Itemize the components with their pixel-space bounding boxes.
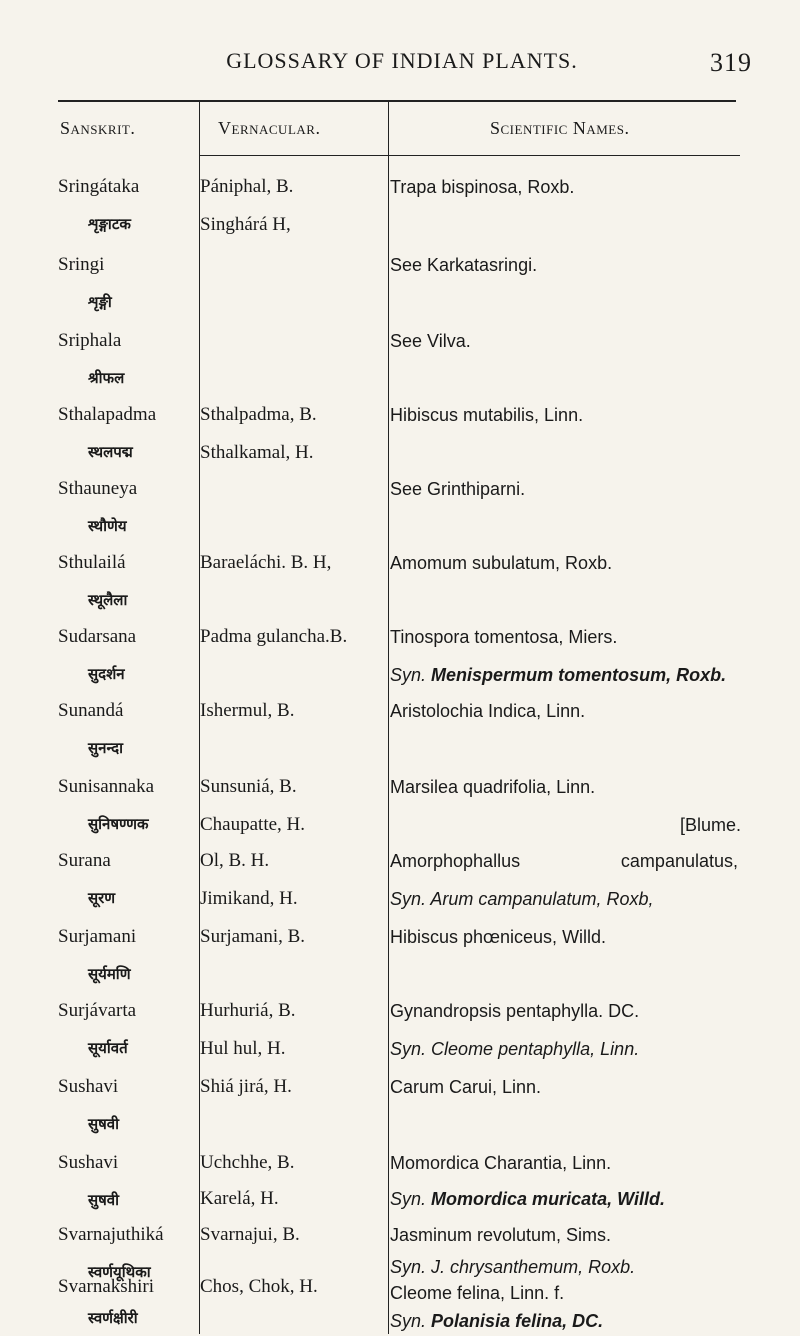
vernacular-name: Singhárá H, [200,214,291,235]
vernacular-name: Karelá, H. [200,1188,279,1209]
scientific-name: Hibiscus phœniceus, Willd. [390,927,607,947]
sanskrit-name: Sthauneya [58,478,138,499]
sanskrit-devanagari: स्थूलैला [88,591,128,609]
scientific-name: Jasminum revolutum, Sims. [390,1225,612,1245]
syn-name: Cleome pentaphylla, [431,1039,596,1059]
sanskrit-name: Sriphala [58,330,122,351]
syn-author: Roxb, [606,889,654,909]
syn-name: Momordica muricata, [431,1189,613,1209]
syn-label: Syn. [390,1311,427,1331]
sanskrit-devanagari: स्वर्णयूथिका [88,1263,151,1281]
vernacular-name: Jimikand, H. [200,888,298,909]
sanskrit-name: Sunandá [58,700,124,721]
scientific-name: Carum Carui, Linn. [390,1077,542,1097]
sanskrit-devanagari: शृङ्गी [88,293,112,311]
syn-author: Willd. [617,1189,665,1209]
scientific-name: Tinospora tomentosa, Miers. [390,627,618,647]
vernacular-name: Surjamani, B. [200,926,306,947]
sanskrit-devanagari: शृङ्गाटक [88,215,131,233]
column-divider-right [388,102,389,1334]
sanskrit-name: Surana [58,850,111,871]
vernacular-name: Chos, Chok, H. [200,1276,318,1297]
vernacular-name: Ishermul, B. [200,700,295,721]
synonym-line [390,1038,639,1060]
sanskrit-devanagari: सुदर्शन [88,665,125,683]
column-heading-sanskrit: Sanskrit. [60,118,136,138]
scientific-name: [Blume. [680,815,742,835]
scientific-name: Amomum subulatum, Roxb. [390,553,613,573]
scientific-name: See Grinthiparni. [390,479,526,499]
vernacular-name: Ol, B. H. [200,850,270,871]
syn-author: Roxb. [588,1257,636,1277]
vernacular-name: Sunsuniá, B. [200,776,297,797]
column-heading-scientific: Scientific Names. [490,118,630,138]
sanskrit-name: Sushavi [58,1076,119,1097]
column-heading-vernacular: Vernacular. [218,118,321,138]
sanskrit-name: Sthulailá [58,552,126,573]
vernacular-name: Chaupatte, H. [200,814,306,835]
species: campanulatus, [620,851,738,871]
scientific-name: See Vilva. [390,331,471,351]
vernacular-name: Pániphal, B. [200,176,294,197]
sanskrit-devanagari: स्वर्णक्षीरी [88,1309,138,1327]
syn-label: Syn. [390,1189,427,1209]
syn-label: Syn. [390,1039,427,1059]
sanskrit-devanagari: स्थलपद्म [88,443,133,461]
sanskrit-devanagari: सुषवी [88,1115,120,1133]
syn-name: Arum campanulatum, [430,889,602,909]
scientific-name: Gynandropsis pentaphylla. DC. [390,1001,640,1021]
sanskrit-devanagari: सूरण [88,889,116,907]
running-head [52,48,752,78]
sanskrit-name: Sudarsana [58,626,137,647]
scientific-name: See Karkatasringi. [390,255,538,275]
vernacular-name: Shiá jirá, H. [200,1076,292,1097]
vernacular-name: Sthalpadma, B. [200,404,317,425]
sanskrit-name: Sringi [58,254,105,275]
syn-name: Polanisia felina, [431,1311,568,1331]
vernacular-name: Hul hul, H. [200,1038,286,1059]
top-rule [58,100,736,102]
scientific-name: Aristolochia Indica, Linn. [390,701,586,721]
vernacular-name: Baraeláchi. B. H, [200,552,332,573]
sanskrit-name: Sringátaka [58,176,140,197]
syn-label: Syn. [390,889,427,909]
syn-name: J. chrysanthemum, [431,1257,584,1277]
sanskrit-name: Svarnajuthiká [58,1224,164,1245]
running-head-title: GLOSSARY OF INDIAN PLANTS. [226,48,578,73]
sanskrit-devanagari: श्रीफल [88,369,125,387]
sanskrit-devanagari: सुनिषण्णक [88,815,149,833]
vernacular-name: Hurhuriá, B. [200,1000,296,1021]
synonym-line [390,888,654,910]
sanskrit-devanagari: स्थौणेय [88,517,127,535]
scientific-name: Trapa bispinosa, Roxb. [390,177,575,197]
sanskrit-name: Sthalapadma [58,404,157,425]
genus: Amorphophallus [390,851,521,871]
sanskrit-devanagari: सुषवी [88,1191,120,1209]
syn-name: Menispermum tomentosum, [431,665,672,685]
synonym-line [390,664,726,686]
sanskrit-devanagari: सुनन्दा [88,739,123,757]
scientific-name-amorphophallus [390,850,738,872]
syn-author: Linn. [600,1039,640,1059]
sanskrit-name: Surjamani [58,926,137,947]
synonym-line [390,1188,665,1210]
syn-author: Roxb. [676,665,727,685]
sanskrit-name: Svarnakshiri [58,1276,155,1297]
page-number: 319 [710,48,752,77]
synonym-line [390,1256,635,1278]
sanskrit-devanagari: सूर्यमणि [88,965,131,983]
sanskrit-name: Sushavi [58,1152,119,1173]
sanskrit-name: Surjávarta [58,1000,137,1021]
vernacular-name: Uchchhe, B. [200,1152,295,1173]
sanskrit-name: Sunisannaka [58,776,155,797]
scientific-name: Momordica Charantia, Linn. [390,1153,612,1173]
vernacular-name: Padma gulancha.B. [200,626,348,647]
synonym-line [390,1310,603,1332]
scientific-name: Cleome felina, Linn. f. [390,1283,565,1303]
header-underline [200,155,740,156]
syn-author: DC. [572,1311,604,1331]
scientific-name: Hibiscus mutabilis, Linn. [390,405,584,425]
syn-label: Syn. [390,1257,427,1277]
scientific-name: Marsilea quadrifolia, Linn. [390,777,596,797]
vernacular-name: Svarnajui, B. [200,1224,300,1245]
sanskrit-devanagari: सूर्यावर्त [88,1039,128,1057]
syn-label: Syn. [390,665,427,685]
vernacular-name: Sthalkamal, H. [200,442,314,463]
